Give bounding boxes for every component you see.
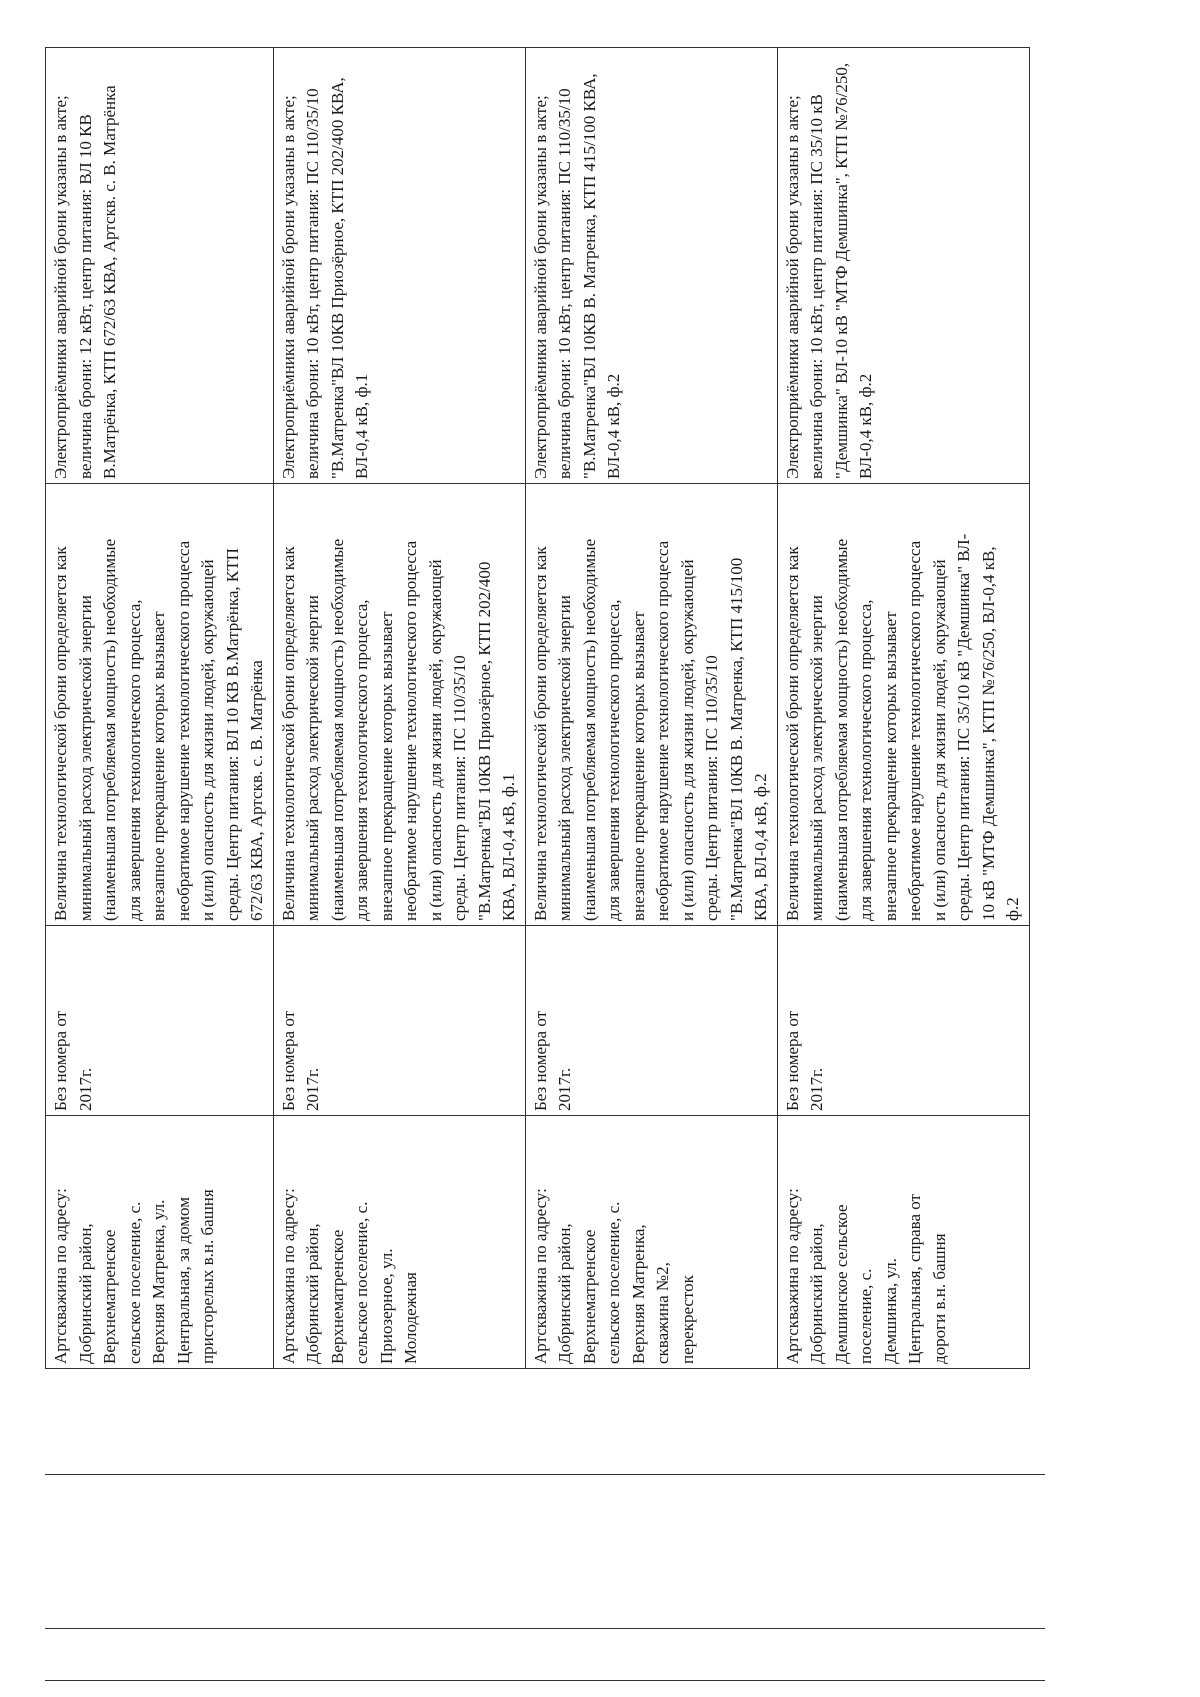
emergency-reserve-cell: Электроприёмники аварийной брони указаны в акте; величина брони: 10 кВт, центр питания: ПС 35/10 кВ "Демшинка" ВЛ-10 кВ "МТФ Демшинка", КТП №76/250, ВЛ-0,4 кВ, ф.2 — [777, 48, 1029, 484]
table-row — [46, 48, 274, 1369]
reserve-table — [45, 47, 1030, 1369]
emergency-reserve-cell: Электроприёмники аварийной брони указаны в акте; величина брони: 12 кВт, центр питания: ВЛ 10 КВ В.Матрёнка, КТП 672/63 КВА, Артскв. с. В. Матрёнка — [46, 48, 274, 484]
rotated-table-container — [45, 48, 1025, 1369]
address-cell: Артскважина по адресу: Добринский район, Демшинское сельское поселение, с. Демшинка, ул. Центральная, справа от дороги в.н. башня — [777, 1116, 1029, 1369]
emergency-reserve-cell: Электроприёмники аварийной брони указаны в акте; величина брони: 10 кВт, центр питания: ПС 110/35/10 "В.Матренка"ВЛ 10КВ В. Матренка, КТП 415/100 КВА, ВЛ-0,4 кВ, ф.2 — [525, 48, 777, 484]
document-cell: Без номера от 2017г. — [273, 926, 525, 1116]
tech-reserve-cell: Величина технологической брони определяется как минимальный расход электрической энергии (наименьшая потребляемая мощность) необходимые для завершения технологического процесса, внезапное прекращение которых вызывает необратимое нарушение технологического процесса и (или) опасность для жизни людей, окружающей среды. Центр питания: ПС 110/35/10 "В.Матренка"ВЛ 10КВ Приозёрное, КТП 202/400 КВА, ВЛ-0,4 кВ, ф.1 — [273, 484, 525, 926]
horizontal-rule — [45, 1474, 1045, 1475]
address-cell: Артскважина по адресу: Добринский район, Верхнематренское сельское поселение, с. Верхняя Матренка, скважина №2, перекресток — [525, 1116, 777, 1369]
table-row — [273, 48, 525, 1369]
document-cell: Без номера от 2017г. — [46, 926, 274, 1116]
horizontal-rule — [45, 1628, 1045, 1629]
tech-reserve-cell: Величина технологической брони определяется как минимальный расход электрической энергии (наименьшая потребляемая мощность) необходимые для завершения технологического процесса, внезапное прекращение которых вызывает необратимое нарушение технологического процесса и (или) опасность для жизни людей, окружающей среды. Центр питания: ВЛ 10 КВ В.Матрёнка, КТП 672/63 КВА, Артскв. с. В. Матрёнка — [46, 484, 274, 926]
document-cell: Без номера от 2017г. — [777, 926, 1029, 1116]
tech-reserve-cell: Величина технологической брони определяется как минимальный расход электрической энергии (наименьшая потребляемая мощность) необходимые для завершения технологического процесса, внезапное прекращение которых вызывает необратимое нарушение технологического процесса и (или) опасность для жизни людей, окружающей среды. Центр питания: ПС 35/10 кВ "Демшинка" ВЛ- 10 кВ "МТФ Демшинка", КТП №76/250, ВЛ-0,4 кВ, ф.2 — [777, 484, 1029, 926]
emergency-reserve-cell: Электроприёмники аварийной брони указаны в акте; величина брони: 10 кВт, центр питания: ПС 110/35/10 "В.Матренка"ВЛ 10КВ Приозёрное, КТП 202/400 КВА, ВЛ-0,4 кВ, ф.1 — [273, 48, 525, 484]
address-cell: Артскважина по адресу: Добринский район, Верхнематренское сельское поселение, с. Верхняя Матренка, ул. Центральная, за домом присторелых в.н. башня — [46, 1116, 274, 1369]
horizontal-rule — [45, 1680, 1045, 1681]
table-row — [777, 48, 1029, 1369]
document-cell: Без номера от 2017г. — [525, 926, 777, 1116]
address-cell: Артскважина по адресу: Добринский район, Верхнематренское сельское поселение, с. Приозерное, ул. Молодежная — [273, 1116, 525, 1369]
table-row — [525, 48, 777, 1369]
tech-reserve-cell: Величина технологической брони определяется как минимальный расход электрической энергии (наименьшая потребляемая мощность) необходимые для завершения технологического процесса, внезапное прекращение которых вызывает необратимое нарушение технологического процесса и (или) опасность для жизни людей, окружающей среды. Центр питания: ПС 110/35/10 "В.Матренка"ВЛ 10КВ В. Матренка, КТП 415/100 КВА, ВЛ-0,4 кВ, ф.2 — [525, 484, 777, 926]
